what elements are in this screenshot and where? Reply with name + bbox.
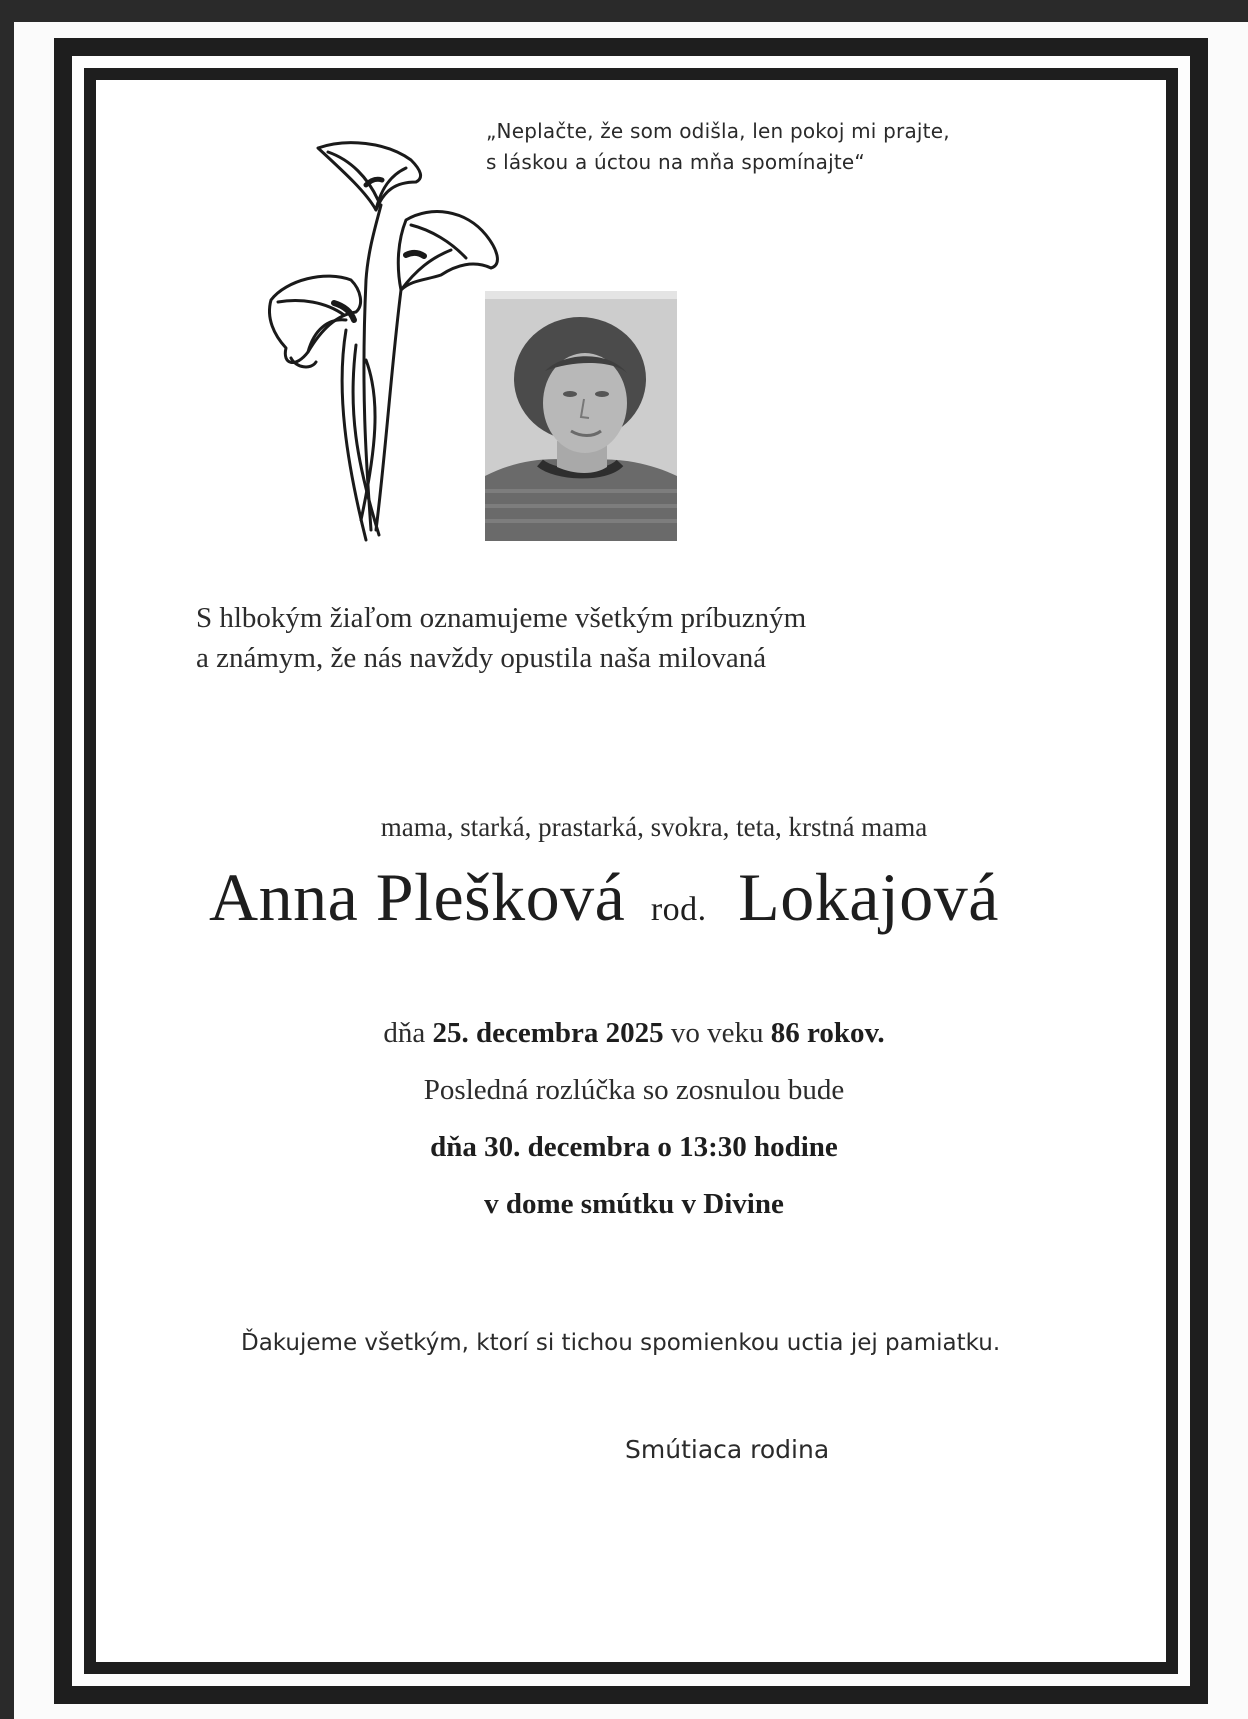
age: 86 rokov. bbox=[770, 1017, 885, 1049]
family-relations: mama, starká, prastarká, svokra, teta, krstná mama bbox=[380, 812, 928, 842]
farewell-line: Posledná rozlúčka so zosnulou bude bbox=[423, 1074, 845, 1106]
farewell-date-line bbox=[96, 1119, 1172, 1176]
announcement-text bbox=[196, 598, 1096, 678]
memorial-quote bbox=[486, 116, 1006, 178]
death-prefix: dňa bbox=[383, 1017, 426, 1049]
death-date: 25. decembra 2025 bbox=[432, 1017, 664, 1049]
obituary-content bbox=[96, 80, 1166, 1662]
thanks-text: Ďakujeme všetkým, ktorí si tichou spomienkou uctia jej pamiatku. bbox=[241, 1330, 1001, 1356]
age-prefix: vo veku bbox=[670, 1017, 764, 1049]
quote-line-1: „Neplačte, že som odišla, len pokoj mi prajte, bbox=[486, 119, 950, 143]
obituary-sheet bbox=[14, 22, 1248, 1719]
maiden-name-prefix: rod. bbox=[650, 891, 707, 928]
deceased-name-main: Anna Plešková bbox=[209, 859, 626, 935]
outer-border bbox=[54, 38, 1208, 1704]
quote-line-2: s láskou a úctou na mňa spomínajte“ bbox=[486, 150, 865, 174]
death-date-line bbox=[96, 1005, 1172, 1062]
portrait-photo bbox=[485, 291, 677, 541]
farewell-place: v dome smútku v Divine bbox=[484, 1188, 784, 1220]
farewell-date: dňa 30. decembra o 13:30 hodine bbox=[430, 1131, 838, 1163]
inner-border bbox=[84, 68, 1178, 1674]
calla-lily-icon bbox=[216, 130, 506, 580]
announcement-line-2: a známym, že nás navždy opustila naša milovaná bbox=[196, 642, 767, 674]
farewell-place-line bbox=[96, 1176, 1172, 1233]
maiden-name: Lokajová bbox=[738, 859, 999, 935]
death-details bbox=[96, 1005, 1172, 1233]
announcement-line-1: S hlbokým žiaľom oznamujeme všetkým príbuzným bbox=[196, 602, 807, 634]
deceased-name bbox=[209, 858, 1109, 937]
signature: Smútiaca rodina bbox=[625, 1435, 830, 1464]
